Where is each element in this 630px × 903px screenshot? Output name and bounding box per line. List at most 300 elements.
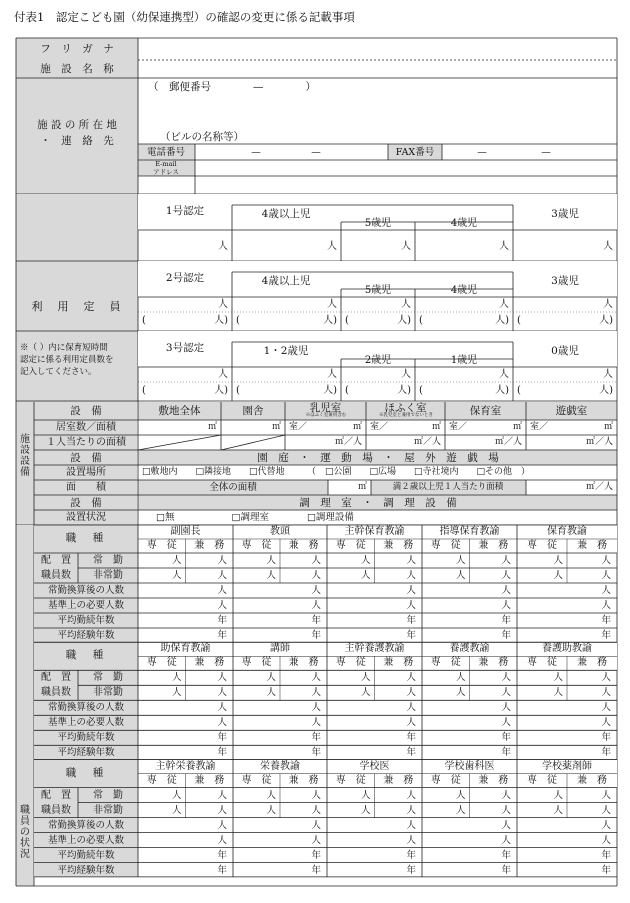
short-time-open: ( bbox=[419, 385, 423, 396]
email-label: E-mail bbox=[155, 160, 177, 168]
staff-unit: 人 bbox=[601, 555, 611, 566]
short-time-open: ( bbox=[419, 315, 423, 326]
capacity-unit: 人 bbox=[499, 369, 509, 380]
short-time-unit: 人) bbox=[599, 315, 613, 326]
staff-unit: 人 bbox=[266, 570, 276, 581]
avg-experience-label: 平均経験年数 bbox=[57, 747, 115, 759]
staff-unit: 人 bbox=[601, 789, 611, 801]
short-time-unit: 人) bbox=[214, 315, 228, 326]
job-title: 栄養教諭 bbox=[260, 760, 300, 772]
staff-unit: 人 bbox=[171, 687, 182, 699]
short-time-open: ( bbox=[142, 385, 146, 396]
yard-title: 園 庭 ・ 運 動 場 ・ 屋 外 遊 戯 場 bbox=[257, 452, 499, 464]
fax-dash: — bbox=[541, 147, 551, 158]
avg-experience-label: 平均経験年数 bbox=[57, 630, 115, 641]
year-unit: 年 bbox=[601, 849, 611, 861]
year-unit: 年 bbox=[501, 630, 511, 641]
equipment-label: 設 備 bbox=[70, 405, 102, 417]
staff-side-label: 職員の状況 bbox=[20, 805, 30, 860]
year-unit: 年 bbox=[501, 732, 511, 744]
staff-unit: 人 bbox=[217, 702, 227, 714]
capacity-unit: 人 bbox=[218, 299, 228, 310]
part-time-label: 非常勤 bbox=[93, 687, 123, 699]
staff-unit: 人 bbox=[266, 804, 276, 816]
staff-unit: 人 bbox=[601, 585, 611, 596]
capacity-unit: 人 bbox=[603, 299, 613, 310]
staff-unit: 人 bbox=[171, 570, 182, 581]
room-area-label: 居室数／面積 bbox=[56, 422, 116, 433]
full-time-dedicated-label: 専 従 bbox=[241, 540, 272, 551]
placement-label: 配 置 bbox=[41, 672, 71, 684]
staff-unit: 人 bbox=[360, 687, 371, 699]
equipment-column-0: 敷地全体 bbox=[158, 405, 201, 417]
address-label: 施 設 の 所 在 地 bbox=[37, 119, 117, 131]
year-unit: 年 bbox=[217, 864, 227, 876]
capacity-label: 利 用 定 員 bbox=[31, 300, 123, 313]
status-options: □無 □調理室 □調理設備 bbox=[156, 512, 354, 523]
part-time-label: 非常勤 bbox=[93, 570, 123, 581]
staff-unit: 人 bbox=[553, 672, 563, 684]
staff-unit: 人 bbox=[360, 570, 371, 581]
equipment-column-3: ほふく室 bbox=[384, 402, 427, 414]
staff-unit: 人 bbox=[311, 555, 321, 566]
staff-unit: 人 bbox=[501, 819, 511, 831]
staff-count-label: 職員数 bbox=[41, 804, 71, 816]
year-unit: 年 bbox=[601, 615, 611, 626]
full-time-dedicated-label: 専 従 bbox=[527, 657, 557, 669]
avg-tenure-label: 平均勤続年数 bbox=[57, 732, 115, 744]
year-unit: 年 bbox=[601, 747, 611, 759]
year-unit: 年 bbox=[501, 747, 511, 759]
capacity-unit: 人 bbox=[401, 369, 411, 380]
place-label: 設置場所 bbox=[66, 467, 106, 478]
staff-unit: 人 bbox=[217, 789, 227, 801]
staff-unit: 人 bbox=[501, 717, 511, 729]
year-unit: 年 bbox=[217, 630, 227, 641]
age-group-label: 1・2歳児 bbox=[263, 345, 309, 357]
staff-unit: 人 bbox=[311, 819, 321, 831]
staff-unit: 人 bbox=[217, 687, 227, 699]
staff-unit: 人 bbox=[171, 555, 182, 566]
staff-unit: 人 bbox=[455, 789, 466, 801]
staff-unit: 人 bbox=[501, 672, 511, 684]
full-time-dedicated-label: 専 従 bbox=[430, 657, 461, 669]
staff-unit: 人 bbox=[553, 804, 563, 816]
staff-unit: 人 bbox=[601, 702, 611, 714]
full-time-label: 常 勤 bbox=[93, 672, 123, 684]
staff-unit: 人 bbox=[501, 834, 511, 846]
short-time-open: ( bbox=[236, 315, 240, 326]
email-label: アドレス bbox=[153, 168, 179, 176]
short-time-open: ( bbox=[345, 385, 349, 396]
staff-unit: 人 bbox=[406, 600, 416, 611]
staff-unit: 人 bbox=[311, 600, 321, 611]
year-unit: 年 bbox=[601, 630, 611, 641]
certification-label: 1号認定 bbox=[165, 205, 205, 217]
concurrent-label: 兼 務 bbox=[478, 540, 509, 551]
staff-unit: 人 bbox=[601, 570, 611, 581]
area-unit: ㎡ bbox=[431, 422, 441, 432]
job-title: 学校医 bbox=[359, 760, 390, 772]
staff-unit: 人 bbox=[311, 702, 321, 714]
capacity-unit: 人 bbox=[218, 241, 228, 252]
part-time-label: 非常勤 bbox=[93, 804, 123, 816]
short-time-open: ( bbox=[236, 385, 240, 396]
area-unit: ㎡ bbox=[352, 422, 362, 432]
year-unit: 年 bbox=[406, 849, 416, 861]
equipment-column-4: 保育室 bbox=[469, 405, 502, 417]
staff-unit: 人 bbox=[553, 789, 563, 801]
tel-label: 電話番号 bbox=[146, 147, 186, 158]
capacity-unit: 人 bbox=[499, 299, 509, 310]
per-person-unit: ㎡／人 bbox=[585, 437, 613, 447]
age-label: 5歳児 bbox=[364, 218, 392, 229]
job-title: 学校薬剤師 bbox=[542, 760, 592, 772]
room-count-unit: 室／ bbox=[449, 422, 468, 432]
full-time-dedicated-label: 専 従 bbox=[335, 540, 366, 551]
year-unit: 年 bbox=[217, 849, 227, 861]
postal-code-field: （ 郵便番号 — ） bbox=[148, 81, 316, 93]
certification-label: 2号認定 bbox=[165, 272, 205, 284]
short-time-unit: 人) bbox=[214, 385, 228, 396]
full-time-label: 常 勤 bbox=[93, 555, 123, 566]
staff-unit: 人 bbox=[501, 555, 511, 566]
concurrent-label: 兼 務 bbox=[577, 540, 607, 551]
staff-unit: 人 bbox=[501, 702, 511, 714]
staff-unit: 人 bbox=[311, 717, 321, 729]
room-count-unit: 室／ bbox=[370, 422, 389, 432]
year-unit: 年 bbox=[406, 630, 416, 641]
job-type-label: 職 種 bbox=[65, 766, 107, 779]
staff-unit: 人 bbox=[406, 804, 416, 816]
required-count-label: 基準上の必要人数 bbox=[47, 600, 125, 611]
staff-count-label: 職員数 bbox=[41, 687, 71, 699]
staff-unit: 人 bbox=[601, 687, 611, 699]
staff-unit: 人 bbox=[311, 804, 321, 816]
age-label: 3歳児 bbox=[551, 275, 579, 287]
short-time-unit: 人) bbox=[397, 315, 411, 326]
staff-unit: 人 bbox=[501, 804, 511, 816]
job-title: 教頭 bbox=[270, 526, 290, 537]
status-label: 設置状況 bbox=[66, 512, 106, 523]
tel-dash: — bbox=[311, 147, 321, 158]
short-time-open: ( bbox=[345, 315, 349, 326]
per-person-unit: ㎡／人 bbox=[585, 482, 613, 492]
capacity-unit: 人 bbox=[218, 369, 228, 380]
year-unit: 年 bbox=[311, 615, 321, 626]
staff-unit: 人 bbox=[171, 789, 182, 801]
facility-label-bg bbox=[16, 38, 138, 194]
staff-unit: 人 bbox=[601, 672, 611, 684]
equipment-side-label: 施設設備 bbox=[20, 434, 30, 478]
full-time-label: 常 勤 bbox=[93, 789, 123, 801]
kitchen-title: 調 理 室 ・ 調 理 設 備 bbox=[299, 497, 457, 509]
fte-label: 常勤換算後の人数 bbox=[47, 702, 125, 714]
staff-unit: 人 bbox=[217, 672, 227, 684]
staff-unit: 人 bbox=[553, 555, 563, 566]
fax-label: FAX番号 bbox=[395, 147, 435, 158]
staff-unit: 人 bbox=[266, 555, 276, 566]
concurrent-label: 兼 務 bbox=[383, 774, 414, 786]
staff-unit: 人 bbox=[311, 789, 321, 801]
staff-unit: 人 bbox=[311, 585, 321, 596]
staff-unit: 人 bbox=[406, 819, 416, 831]
per-person-unit: ㎡／人 bbox=[494, 437, 522, 447]
short-time-open: ( bbox=[517, 315, 521, 326]
staff-unit: 人 bbox=[553, 570, 563, 581]
short-time-open: ( bbox=[142, 315, 146, 326]
age-label: 4歳児 bbox=[450, 285, 478, 296]
per-person-unit: ㎡／人 bbox=[334, 437, 362, 447]
avg-experience-label: 平均経験年数 bbox=[57, 864, 115, 876]
place-options: □敷地内 □隣接地 □代替地 （ □公園 □広場 □寺社境内 □その他 ） bbox=[142, 467, 531, 477]
capacity-note: ※（ ）内に保育短時間 bbox=[20, 343, 108, 353]
total-area-label: 全体の面積 bbox=[209, 482, 257, 493]
staff-unit: 人 bbox=[217, 804, 227, 816]
equipment-header-bg bbox=[138, 402, 617, 420]
staff-unit: 人 bbox=[171, 672, 182, 684]
area-label: 面 積 bbox=[66, 482, 106, 493]
staff-unit: 人 bbox=[601, 717, 611, 729]
staff-unit: 人 bbox=[311, 834, 321, 846]
year-unit: 年 bbox=[501, 864, 511, 876]
job-type-label: 職 種 bbox=[65, 532, 107, 544]
short-time-open: ( bbox=[517, 385, 521, 396]
fax-dash: — bbox=[477, 147, 487, 158]
concurrent-label: 兼 務 bbox=[577, 657, 607, 669]
year-unit: 年 bbox=[311, 630, 321, 641]
concurrent-label: 兼 務 bbox=[478, 774, 509, 786]
equipment-column-5: 遊戯室 bbox=[555, 405, 588, 417]
staff-unit: 人 bbox=[406, 687, 416, 699]
staff-unit: 人 bbox=[601, 600, 611, 611]
staff-unit: 人 bbox=[501, 789, 511, 801]
year-unit: 年 bbox=[406, 732, 416, 744]
concurrent-label: 兼 務 bbox=[478, 657, 509, 669]
full-time-dedicated-label: 専 従 bbox=[335, 657, 366, 669]
concurrent-label: 兼 務 bbox=[383, 540, 414, 551]
concurrent-label: 兼 務 bbox=[577, 774, 607, 786]
staff-unit: 人 bbox=[501, 585, 511, 596]
building-name-field: （ビルの名称等） bbox=[160, 131, 244, 143]
staff-unit: 人 bbox=[455, 672, 466, 684]
staff-unit: 人 bbox=[601, 804, 611, 816]
concurrent-label: 兼 務 bbox=[288, 540, 319, 551]
certification-label: 3号認定 bbox=[165, 342, 205, 354]
staff-unit: 人 bbox=[217, 570, 227, 581]
concurrent-label: 兼 務 bbox=[194, 657, 225, 669]
age-label: 3歳児 bbox=[551, 208, 579, 220]
job-title: 講師 bbox=[270, 643, 290, 655]
full-time-dedicated-label: 専 従 bbox=[527, 540, 557, 551]
area-unit: ㎡ bbox=[271, 422, 281, 432]
equipment-column-1: 園舎 bbox=[242, 405, 264, 417]
staff-unit: 人 bbox=[360, 789, 371, 801]
staff-unit: 人 bbox=[217, 834, 227, 846]
staff-unit: 人 bbox=[406, 702, 416, 714]
equipment-column-2: 乳児室 bbox=[309, 402, 342, 414]
contact-label: ・ 連 絡 先 bbox=[40, 135, 114, 147]
capacity-unit: 人 bbox=[327, 299, 337, 310]
year-unit: 年 bbox=[217, 615, 227, 626]
year-unit: 年 bbox=[601, 732, 611, 744]
year-unit: 年 bbox=[311, 747, 321, 759]
full-time-dedicated-label: 専 従 bbox=[241, 657, 272, 669]
fte-label: 常勤換算後の人数 bbox=[47, 819, 125, 831]
concurrent-label: 兼 務 bbox=[194, 774, 225, 786]
full-time-dedicated-label: 専 従 bbox=[527, 774, 557, 786]
staff-unit: 人 bbox=[406, 834, 416, 846]
job-title: 学校歯科医 bbox=[444, 760, 495, 772]
staff-unit: 人 bbox=[266, 672, 276, 684]
capacity-unit: 人 bbox=[327, 241, 337, 252]
staff-unit: 人 bbox=[266, 789, 276, 801]
staff-unit: 人 bbox=[601, 819, 611, 831]
concurrent-label: 兼 務 bbox=[288, 657, 319, 669]
full-time-dedicated-label: 専 従 bbox=[241, 774, 272, 786]
per-person-area-label: １人当たりの面積 bbox=[46, 437, 126, 448]
short-time-unit: 人) bbox=[397, 385, 411, 396]
facility-name-label: 施 設 名 称 bbox=[40, 63, 114, 75]
age-label: 2歳児 bbox=[364, 355, 392, 366]
job-title: 副園長 bbox=[170, 526, 201, 537]
area-unit: ㎡ bbox=[207, 422, 217, 432]
column-note: ※乳児室と兼用でないとき bbox=[379, 413, 433, 418]
year-unit: 年 bbox=[406, 615, 416, 626]
full-time-dedicated-label: 専 従 bbox=[146, 657, 177, 669]
year-unit: 年 bbox=[217, 747, 227, 759]
year-unit: 年 bbox=[501, 615, 511, 626]
staff-unit: 人 bbox=[217, 600, 227, 611]
placement-label: 配 置 bbox=[41, 555, 71, 566]
staff-unit: 人 bbox=[455, 687, 466, 699]
staff-count-label: 職員数 bbox=[41, 570, 71, 581]
capacity-unit: 人 bbox=[603, 241, 613, 252]
capacity-note: 認定に係る利用定員数を bbox=[20, 355, 114, 365]
job-title: 養護教諭 bbox=[449, 643, 490, 655]
year-unit: 年 bbox=[406, 864, 416, 876]
full-time-dedicated-label: 専 従 bbox=[146, 540, 177, 551]
staff-unit: 人 bbox=[311, 672, 321, 684]
full-time-dedicated-label: 専 従 bbox=[335, 774, 366, 786]
staff-unit: 人 bbox=[406, 672, 416, 684]
area-unit: ㎡ bbox=[603, 422, 613, 432]
staff-unit: 人 bbox=[360, 672, 371, 684]
tel-dash: — bbox=[251, 147, 261, 158]
age-label: 4歳児 bbox=[450, 218, 478, 229]
job-type-label: 職 種 bbox=[65, 649, 107, 662]
staff-unit: 人 bbox=[406, 555, 416, 566]
furigana-label: フ リ ガ ナ bbox=[40, 43, 114, 55]
short-time-unit: 人) bbox=[495, 315, 509, 326]
staff-unit: 人 bbox=[217, 585, 227, 596]
staff-unit: 人 bbox=[455, 555, 466, 566]
year-unit: 年 bbox=[601, 864, 611, 876]
form-table bbox=[16, 38, 617, 886]
fte-label: 常勤換算後の人数 bbox=[47, 585, 125, 596]
staff-unit: 人 bbox=[217, 555, 227, 566]
job-title: 助保育教諭 bbox=[160, 643, 211, 655]
per-person-unit: ㎡／人 bbox=[413, 437, 441, 447]
area-unit: ㎡ bbox=[357, 482, 367, 492]
capacity-note: 記入してください。 bbox=[20, 367, 97, 377]
required-count-label: 基準上の必要人数 bbox=[47, 717, 125, 729]
area-unit: ㎡ bbox=[512, 422, 522, 432]
column-note: ※ほふく室兼用含む bbox=[305, 413, 347, 418]
year-unit: 年 bbox=[311, 864, 321, 876]
avg-tenure-label: 平均勤続年数 bbox=[57, 849, 115, 861]
age-group-label: 4歳以上児 bbox=[261, 275, 311, 287]
capacity-unit: 人 bbox=[401, 241, 411, 252]
staff-unit: 人 bbox=[406, 570, 416, 581]
document-title: 付表1 認定こども園（幼保連携型）の確認の変更に係る記載事項 bbox=[14, 10, 355, 24]
full-time-dedicated-label: 専 従 bbox=[430, 540, 461, 551]
short-time-unit: 人) bbox=[323, 385, 337, 396]
job-title: 保育教諭 bbox=[547, 526, 587, 537]
staff-unit: 人 bbox=[553, 687, 563, 699]
room-count-unit: 室／ bbox=[289, 422, 308, 432]
equipment-label: 設 備 bbox=[70, 452, 102, 464]
job-title: 指導保育教諭 bbox=[439, 526, 500, 537]
staff-unit: 人 bbox=[501, 570, 511, 581]
job-title: 主幹栄養教諭 bbox=[155, 760, 216, 772]
equipment-label: 設 備 bbox=[70, 497, 102, 509]
year-unit: 年 bbox=[311, 732, 321, 744]
job-title: 主幹養護教諭 bbox=[344, 643, 405, 655]
staff-unit: 人 bbox=[455, 570, 466, 581]
capacity-unit: 人 bbox=[327, 369, 337, 380]
year-unit: 年 bbox=[311, 849, 321, 861]
placement-label: 配 置 bbox=[41, 789, 71, 801]
staff-unit: 人 bbox=[360, 555, 371, 566]
full-time-dedicated-label: 専 従 bbox=[146, 774, 177, 786]
staff-unit: 人 bbox=[266, 687, 276, 699]
per-child-label: 満２歳以上児１人当たり面積 bbox=[392, 482, 504, 492]
short-time-unit: 人) bbox=[323, 315, 337, 326]
short-time-unit: 人) bbox=[495, 385, 509, 396]
staff-unit: 人 bbox=[217, 819, 227, 831]
staff-unit: 人 bbox=[501, 600, 511, 611]
avg-tenure-label: 平均勤続年数 bbox=[57, 615, 115, 626]
room-count-unit: 室／ bbox=[530, 422, 549, 432]
full-time-dedicated-label: 専 従 bbox=[430, 774, 461, 786]
job-title: 養護助教諭 bbox=[542, 643, 592, 655]
staff-unit: 人 bbox=[360, 804, 371, 816]
capacity-unit: 人 bbox=[401, 299, 411, 310]
staff-unit: 人 bbox=[455, 804, 466, 816]
staff-unit: 人 bbox=[601, 834, 611, 846]
year-unit: 年 bbox=[217, 732, 227, 744]
short-time-unit: 人) bbox=[599, 385, 613, 396]
staff-unit: 人 bbox=[311, 570, 321, 581]
staff-unit: 人 bbox=[311, 687, 321, 699]
grid-line bbox=[221, 435, 285, 450]
staff-unit: 人 bbox=[406, 585, 416, 596]
year-unit: 年 bbox=[501, 849, 511, 861]
grid-line bbox=[138, 435, 221, 450]
staff-unit: 人 bbox=[406, 789, 416, 801]
concurrent-label: 兼 務 bbox=[383, 657, 414, 669]
staff-unit: 人 bbox=[501, 687, 511, 699]
capacity-unit: 人 bbox=[499, 241, 509, 252]
age-label: 5歳児 bbox=[364, 285, 392, 296]
staff-unit: 人 bbox=[406, 717, 416, 729]
capacity-unit: 人 bbox=[603, 369, 613, 380]
age-label: 0歳児 bbox=[551, 345, 579, 357]
age-label: 1歳児 bbox=[450, 355, 478, 366]
concurrent-label: 兼 務 bbox=[194, 540, 225, 551]
staff-unit: 人 bbox=[217, 717, 227, 729]
